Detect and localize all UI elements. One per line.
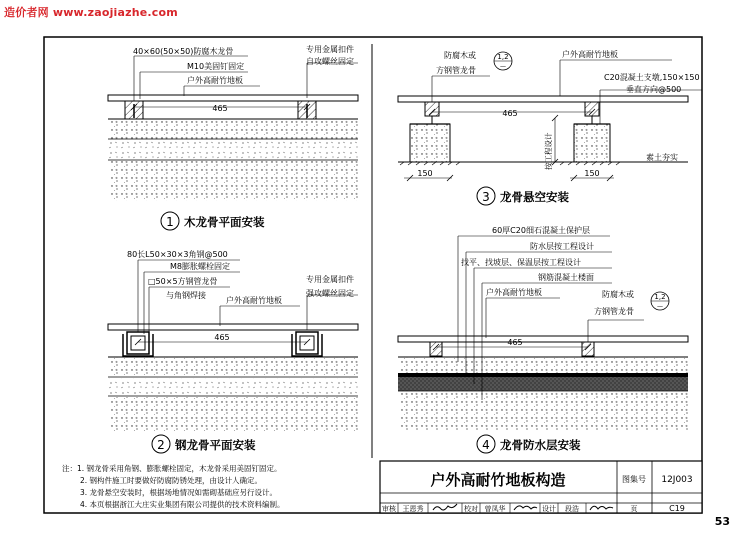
check-label: 校对 (464, 505, 478, 513)
detail-1-wood-joist (108, 44, 358, 230)
notes-block (62, 463, 285, 509)
detail-3-callout-pier: C20混凝土支墩,150×150 (604, 73, 700, 82)
note-4: 4. 本页根据浙江大庄实业集团有限公司提供的技术资料编制。 (80, 500, 285, 509)
detail-1-callout-joist: 40×60(50×50)防腐木龙骨 (133, 47, 234, 56)
check-name: 曾凤华 (484, 505, 506, 513)
detail-3-dimension-left: 150 (417, 169, 433, 178)
detail-3-vertical-label: 按工程设计 (544, 132, 553, 170)
detail-4-dimension: 465 (507, 338, 523, 347)
detail-4-callout-level: 找平、找坡层、保温层按工程设计 (461, 258, 581, 267)
detail-1-callout-screw: 自攻螺丝固定 (306, 57, 354, 66)
watermark: 造价者网 www.zaojiazhe.com (4, 6, 178, 19)
detail-2-title: 钢龙骨平面安装 (175, 438, 256, 452)
title-block (380, 461, 702, 513)
page-code: C19 (669, 504, 685, 513)
detail-3-ref-bottom: — (500, 63, 506, 70)
atlas-label: 图集号 (622, 475, 646, 484)
detail-2-callout-clip: 专用金属扣件 (306, 275, 354, 284)
detail-2-steel-joist (108, 249, 358, 453)
detail-4-waterproof-joist (398, 225, 688, 453)
detail-4-callout-wood: 防腐木或 (602, 290, 634, 299)
detail-4-callout-protect: 60厚C20细石混凝土保护层 (492, 226, 590, 235)
detail-1-title: 木龙骨平面安装 (184, 215, 265, 229)
detail-4-callout-decking: 户外高耐竹地板 (486, 288, 542, 297)
note-3: 3. 龙骨悬空安装时，根据场地情况如需砌基础应另行设计。 (80, 488, 278, 497)
detail-2-callout-decking: 户外高耐竹地板 (226, 296, 282, 305)
detail-4-ref-top: 1,2 (654, 293, 666, 301)
note-1: 注：1. 钢龙骨采用角钢、膨胀螺栓固定，木龙骨采用美固钉固定。 (62, 464, 282, 473)
page-label: 页 (630, 505, 638, 513)
detail-4-number: 4 (482, 438, 490, 452)
detail-2-callout-tube: □50×5方钢管龙骨 (148, 277, 218, 286)
detail-2-callout-angle: 80长L50×30×3角钢@500 (127, 250, 228, 259)
sheet-title: 户外高耐竹地板构造 (430, 471, 566, 489)
detail-3-dimension-middle: 465 (502, 109, 518, 118)
detail-4-callout-waterproof: 防水层按工程设计 (530, 242, 594, 251)
detail-1-callout-decking: 户外高耐竹地板 (187, 76, 243, 85)
review-name: 王恩秀 (402, 505, 424, 513)
detail-4-ref-bottom: — (657, 303, 663, 310)
detail-4-callout-slab: 钢筋混凝土楼面 (538, 273, 594, 282)
detail-4-callout-tube: 方钢管龙骨 (594, 307, 634, 316)
detail-1-callout-nail: M10美固钉固定 (187, 62, 245, 71)
detail-3-suspended-joist (398, 49, 702, 205)
atlas-number: 12J003 (661, 475, 693, 485)
detail-3-callout-decking: 户外高耐竹地板 (562, 50, 618, 59)
review-label: 审核 (382, 505, 396, 513)
page-number: 53 (714, 515, 730, 528)
detail-2-callout-weld: 与角钢焊接 (166, 291, 206, 300)
detail-3-title: 龙骨悬空安装 (500, 190, 569, 204)
detail-2-number: 2 (157, 438, 165, 452)
detail-3-callout-tube: 方钢管龙骨 (436, 66, 476, 75)
detail-1-dimension: 465 (212, 104, 228, 113)
detail-3-callout-soil: 素土夯实 (646, 153, 678, 162)
design-label: 设计 (542, 505, 556, 513)
detail-2-dimension: 465 (214, 333, 230, 342)
detail-3-number: 3 (482, 190, 490, 204)
detail-2-callout-screw: 强攻螺丝固定 (306, 289, 354, 298)
detail-3-dimension-right: 150 (584, 169, 600, 178)
detail-3-callout-wood: 防腐木或 (444, 51, 476, 60)
detail-2-callout-bolt: M8膨胀螺栓固定 (170, 262, 230, 271)
detail-3-ref-top: 1,2 (497, 53, 509, 61)
detail-3-callout-spacing: 垂直方向@500 (626, 85, 682, 94)
detail-4-title: 龙骨防水层安装 (500, 438, 581, 452)
detail-1-callout-clip: 专用金属扣件 (306, 45, 354, 54)
detail-1-number: 1 (166, 215, 174, 229)
design-name: 段浩 (565, 505, 579, 513)
note-2: 2. 钢构件施工时要做好防腐防锈处理，由设计人确定。 (80, 476, 263, 485)
